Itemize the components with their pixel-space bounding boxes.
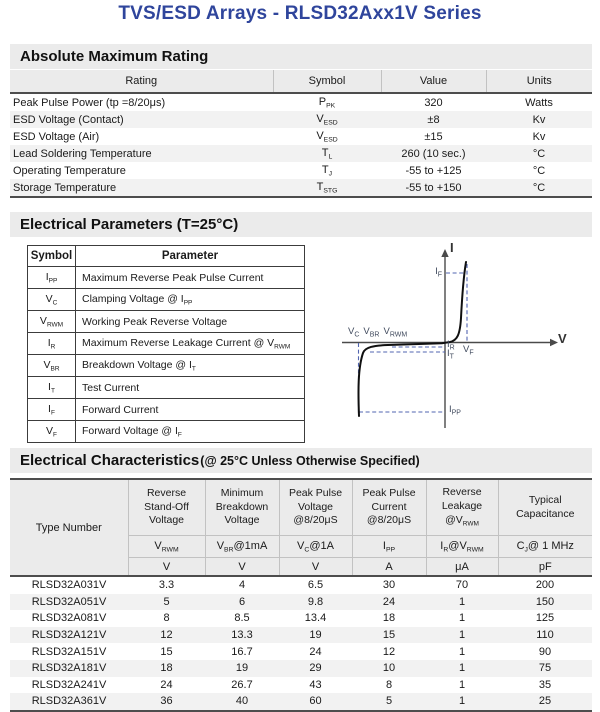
vc-label: $V_C$: [348, 326, 360, 339]
ec-value-cell: 4: [238, 579, 246, 592]
ec-row: [10, 610, 592, 627]
ec-type-number-cell: RLSD32A031V: [31, 579, 107, 592]
amr-col-rating: Rating: [10, 70, 273, 93]
ec-value-cell: 8: [163, 612, 170, 625]
ec-value-cell: 13.4: [304, 612, 327, 625]
ec-value-cell: 15: [160, 645, 173, 658]
ep-symbol-cell: $I_F$: [28, 399, 76, 421]
ec-row: [10, 660, 592, 677]
amr-row: [10, 179, 592, 197]
ec-col-unit: μA: [426, 558, 498, 577]
ep-symbol-cell: $V_F$: [28, 421, 76, 443]
ec-value-cell: 75: [538, 662, 552, 675]
electrical-characteristics-table: [10, 478, 592, 712]
section-header-absolute-maximum-rating: [10, 44, 592, 69]
ec-value-cell: 43: [309, 678, 322, 691]
ec-value-cell: 5: [163, 595, 170, 608]
ep-row: [28, 355, 305, 377]
ec-value-cell: 1: [458, 662, 466, 675]
ec-value-cell: 26.7: [231, 678, 253, 691]
ep-row: [28, 289, 305, 311]
amr-row: [10, 93, 592, 111]
ep-parameter-cell: Working Peak Reverse Voltage: [76, 311, 305, 333]
ec-value-cell: 15: [382, 629, 396, 642]
ec-header-names-row: [10, 479, 592, 536]
ec-value-cell: 35: [538, 678, 552, 691]
ec-col-name: Peak Pulse Current @8/20μS: [352, 479, 426, 536]
ec-value-cell: 60: [309, 695, 322, 708]
amr-units-cell: Watts: [525, 96, 553, 109]
ec-row: [10, 627, 592, 644]
section-title-ep: Electrical Parameters (T=25°C): [20, 216, 239, 233]
amr-row: [10, 145, 592, 162]
amr-value-cell: ±15: [424, 130, 443, 143]
iv-curve-diagram: [330, 240, 575, 442]
ec-col-unit: V: [279, 558, 352, 577]
amr-rating-cell: Lead Soldering Temperature: [13, 147, 152, 160]
ec-value-cell: 13.3: [231, 629, 253, 642]
ep-parameter-cell: Forward Current: [76, 399, 305, 421]
ec-value-cell: 24: [309, 645, 322, 658]
vrwm-label: $V_{RWM}$: [383, 326, 408, 339]
section-title-amr: Absolute Maximum Rating: [20, 48, 209, 65]
absolute-maximum-rating-table: [10, 70, 592, 198]
amr-units-cell: Kv: [532, 130, 546, 143]
ec-col-name: Minimum Breakdown Voltage: [205, 479, 279, 536]
ep-parameter-cell: Breakdown Voltage @ $I_T$: [76, 355, 305, 377]
ec-col-unit: A: [352, 558, 426, 577]
ec-value-cell: 40: [235, 695, 249, 708]
amr-rating-cell: Peak Pulse Power (tp =8/20μs): [13, 96, 166, 109]
ec-col-symbol: $I_R@V_{RWM}$: [426, 536, 498, 558]
ec-type-number-cell: RLSD32A051V: [31, 595, 107, 608]
amr-symbol-cell: $T_J$: [321, 163, 333, 178]
amr-row: [10, 162, 592, 179]
ep-symbol-cell: $I_T$: [28, 377, 76, 399]
ec-value-cell: 150: [535, 595, 555, 608]
amr-units-cell: Kv: [532, 113, 546, 126]
ec-value-cell: 90: [538, 645, 552, 658]
ep-col-symbol: Symbol: [28, 246, 76, 267]
ec-value-cell: 19: [235, 662, 249, 675]
ec-value-cell: 3.3: [158, 579, 175, 592]
ec-value-cell: 12: [382, 645, 396, 658]
ec-value-cell: 6: [238, 595, 246, 608]
v-axis-arrow: [550, 339, 558, 346]
ec-value-cell: 1: [458, 629, 466, 642]
if-label: $I_F$: [435, 266, 442, 279]
ec-table-head: [10, 479, 592, 576]
ec-value-cell: 1: [458, 612, 466, 625]
ec-table-body: [10, 576, 592, 711]
ec-col-symbol: $I_{PP}$: [352, 536, 426, 558]
ec-col-symbol: $C_J@$ 1 MHz: [498, 536, 592, 558]
ec-value-cell: 16.7: [231, 645, 253, 658]
vf-label: $V_F$: [463, 344, 474, 357]
ep-col-parameter: Parameter: [76, 246, 305, 267]
amr-value-cell: -55 to +125: [405, 164, 462, 177]
amr-header-row: [10, 70, 592, 93]
amr-row: [10, 128, 592, 145]
ec-value-cell: 18: [382, 612, 396, 625]
amr-units-cell: °C: [532, 164, 546, 177]
ec-col-symbol: $V_{BR}@1mA$: [205, 536, 279, 558]
ipp-label: $I_{PP}$: [449, 404, 461, 417]
amr-symbol-cell: $T_L$: [321, 146, 333, 161]
ec-row: [10, 576, 592, 594]
ec-type-number-cell: RLSD32A241V: [31, 678, 107, 691]
amr-symbol-cell: $V_{ESD}$: [316, 129, 338, 144]
amr-rating-cell: Storage Temperature: [13, 181, 117, 194]
ec-type-number-cell: RLSD32A121V: [31, 629, 107, 642]
ec-value-cell: 200: [535, 579, 555, 592]
ec-value-cell: 1: [458, 678, 466, 691]
ec-value-cell: 29: [309, 662, 322, 675]
amr-col-units: Units: [486, 70, 592, 93]
ep-row: [28, 333, 305, 355]
ir-label: $I_R$: [447, 339, 455, 352]
section-header-electrical-parameters: [10, 212, 592, 237]
amr-value-cell: 320: [424, 96, 443, 109]
ec-value-cell: 5: [385, 695, 393, 708]
ec-value-cell: 1: [458, 645, 466, 658]
ec-value-cell: 1: [458, 695, 466, 708]
ep-table-body: [28, 267, 305, 443]
i-axis-label: I: [450, 240, 454, 255]
ec-value-cell: 8.5: [234, 612, 250, 625]
ec-col-name: Reverse Leakage $@V_{RWM}$: [426, 479, 498, 536]
amr-rating-cell: Operating Temperature: [13, 164, 126, 177]
ep-header-row: [28, 246, 305, 267]
ec-col-unit: V: [128, 558, 205, 577]
v-axis-label: V: [558, 331, 567, 346]
section-header-electrical-characteristics: [10, 448, 592, 473]
ec-value-cell: 6.5: [307, 579, 324, 592]
ec-col-type-number: Type Number: [10, 479, 128, 576]
ep-symbol-cell: $V_{RWM}$: [28, 311, 76, 333]
ec-value-cell: 9.8: [307, 595, 324, 608]
it-label: $I_T$: [447, 348, 454, 361]
ec-value-cell: 12: [160, 629, 173, 642]
amr-value-cell: 260 (10 sec.): [401, 147, 466, 160]
section-title-ec: Electrical Characteristics: [20, 452, 200, 469]
amr-table-body: [10, 93, 592, 197]
ec-col-name: Typical Capacitance: [498, 479, 592, 536]
ec-row: [10, 594, 592, 611]
ec-row: [10, 693, 592, 711]
amr-symbol-cell: $V_{ESD}$: [316, 112, 338, 127]
ec-col-unit: pF: [498, 558, 592, 577]
amr-rating-cell: ESD Voltage (Contact): [13, 113, 124, 126]
ec-value-cell: 24: [382, 595, 396, 608]
ec-value-cell: 19: [309, 629, 322, 642]
ec-type-number-cell: RLSD32A361V: [31, 695, 107, 708]
section-title-ec-note: (@ 25°C Unless Otherwise Specified): [200, 453, 420, 468]
amr-symbol-cell: $T_{STG}$: [316, 180, 338, 195]
amr-value-cell: -55 to +150: [405, 181, 462, 194]
ec-col-symbol: $V_{RWM}$: [128, 536, 205, 558]
breakdown-voltage-labels: [348, 327, 407, 338]
ec-row: [10, 643, 592, 660]
ec-value-cell: 1: [458, 595, 466, 608]
ec-col-name: Peak Pulse Voltage @8/20μS: [279, 479, 352, 536]
i-axis-arrow: [441, 249, 448, 257]
ec-value-cell: 110: [536, 629, 554, 642]
electrical-parameters-table: [27, 245, 305, 443]
ep-row: [28, 399, 305, 421]
ep-symbol-cell: $V_{BR}$: [28, 355, 76, 377]
ep-symbol-cell: $V_C$: [28, 289, 76, 311]
amr-col-value: Value: [381, 70, 486, 93]
ec-value-cell: 36: [160, 695, 173, 708]
ep-row: [28, 311, 305, 333]
ep-parameter-cell: Maximum Reverse Leakage Current @ $V_{RWM}$: [76, 333, 305, 355]
ec-row: [10, 677, 592, 694]
vbr-label: $V_{BR}$: [363, 326, 380, 339]
ep-parameter-cell: Test Current: [76, 377, 305, 399]
ec-value-cell: 30: [382, 579, 396, 592]
ec-type-number-cell: RLSD32A151V: [31, 645, 107, 658]
amr-rating-cell: ESD Voltage (Air): [13, 130, 100, 143]
ep-row: [28, 267, 305, 289]
ec-type-number-cell: RLSD32A181V: [31, 662, 107, 675]
amr-symbol-cell: $P_{PK}$: [318, 95, 336, 110]
amr-units-cell: °C: [532, 181, 546, 194]
ec-value-cell: 18: [160, 662, 173, 675]
page-title: TVS/ESD Arrays - RLSD32Axx1V Series: [118, 3, 482, 24]
ec-col-symbol: $V_C@1A$: [279, 536, 352, 558]
ec-value-cell: 10: [382, 662, 396, 675]
ep-symbol-cell: $I_{PP}$: [28, 267, 76, 289]
ep-row: [28, 421, 305, 443]
ec-col-name: Reverse Stand-Off Voltage: [128, 479, 205, 536]
amr-value-cell: ±8: [427, 113, 440, 126]
ep-parameter-cell: Forward Voltage @ $I_F$: [76, 421, 305, 443]
ec-type-number-cell: RLSD32A081V: [31, 612, 107, 625]
ec-col-unit: V: [205, 558, 279, 577]
ep-parameter-cell: Clamping Voltage @ $I_{PP}$: [76, 289, 305, 311]
ec-value-cell: 125: [535, 612, 555, 625]
ec-value-cell: 70: [455, 579, 469, 592]
amr-units-cell: °C: [532, 147, 546, 160]
ep-symbol-cell: $I_R$: [28, 333, 76, 355]
ec-value-cell: 8: [385, 678, 393, 691]
ep-parameter-cell: Maximum Reverse Peak Pulse Current: [76, 267, 305, 289]
ep-row: [28, 377, 305, 399]
ec-value-cell: 25: [538, 695, 552, 708]
amr-col-symbol: Symbol: [273, 70, 381, 93]
amr-row: [10, 111, 592, 128]
ec-value-cell: 24: [160, 678, 173, 691]
